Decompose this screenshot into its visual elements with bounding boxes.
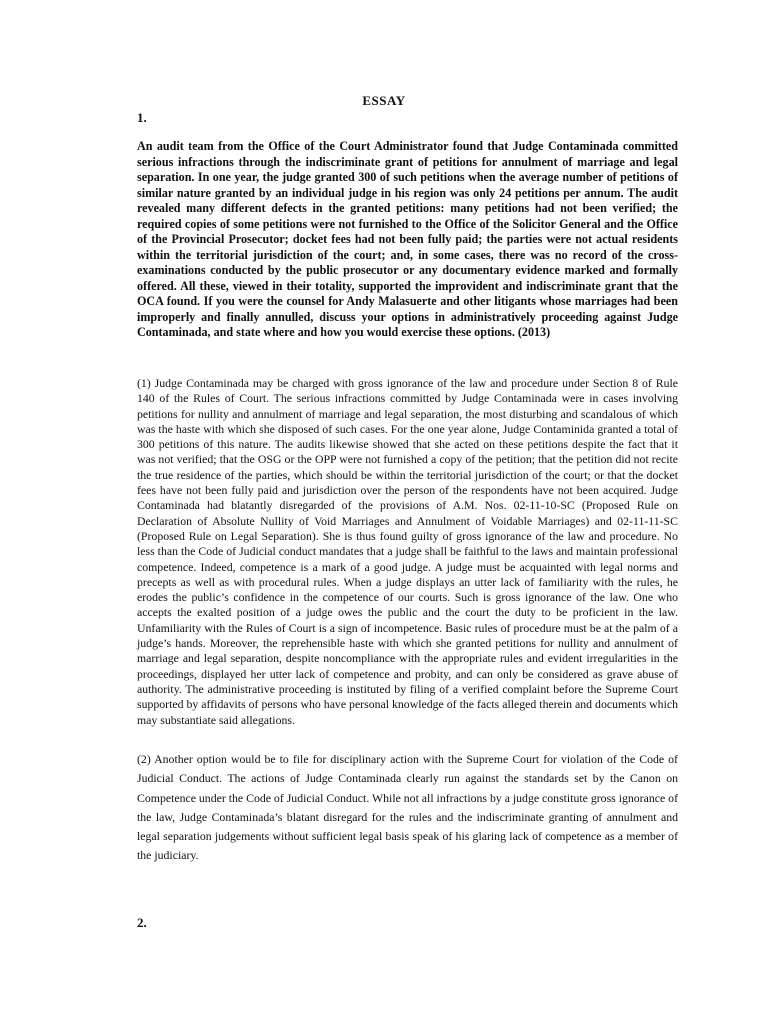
essay-title: ESSAY [362, 93, 406, 108]
answer-paragraph-2: (2) Another option would be to file for disciplinary action with the Supreme Court for violation of the Code of Judicial Conduct. The actions of Judge Contaminada clearly run against the standards set by the Canon on Competence under the Code of Judicial Conduct. While not all infractions by a judge constitute gross ignorance of the law, Judge Contaminada’s blatant disregard for the rules and the indiscriminate granting of annulment and legal separation judgements without sufficient legal basis speak of his glaring lack of competence as a member of the judiciary. [137, 752, 678, 863]
question-number-1: 1. [137, 110, 147, 125]
answer-paragraph-1: (1) Judge Contaminada may be charged with gross ignorance of the law and procedure under Section 8 of Rule 140 of the Rules of Court. The serious infractions committed by Judge Contaminada were in cases involving petitions for nullity and annulment of marriage and legal separation, the most disturbing and scandalous of which was the haste with which she disposed of such cases. For the one year alone, Judge Contaminida granted a total of 300 petitions of this nature. The audits likewise showed that she acted on these petitions despite the fact that it was not verified; that the OSG or the OPP were not furnished a copy of the petition; that the petition did not recite the true residence of the parties, which should be within the territorial jurisdiction of the court; or that the docket fees have not been fully paid and jurisdiction over the person of the respondents have not been acquired. Judge Contaminada had blatantly disregarded of the provisions of A.M. Nos. 02-11-10-SC (Proposed Rule on Declaration of Absolute Nullity of Void Marriages and Annulment of Voidable Marriages) and 02-11-11-SC (Proposed Rule on Legal Separation). She is thus found guilty of gross ignorance of the law and procedure. No less than the Code of Judicial conduct mandates that a judge shall be faithful to the laws and maintain professional competence. Indeed, competence is a mark of a good judge. A judge must be acquainted with legal norms and precepts as well as with procedural rules. When a judge displays an utter lack of familiarity with the rules, he erodes the public’s confidence in the competence of our courts. Such is gross ignorance of the law. One who accepts the exalted position of a judge owes the public and the court the duty to be proficient in the law. Unfamiliarity with the Rules of Court is a sign of incompetence. Basic rules of procedure must be at the palm of a judge’s hands. Moreover, the reprehensible haste with which she granted petitions for nullity and annulment of marriage and legal separation, despite noncompliance with the appropriate rules and evident irregularities in the proceedings, displayed her utter lack of competence and probity, and can only be considered as grave abuse of authority. The administrative proceeding is instituted by filing of a verified complaint before the Supreme Court supported by affidavits of persons who have personal knowledge of the facts alleged therein and documents which may substantiate said allegations. [137, 376, 678, 727]
question-number-2: 2. [137, 915, 147, 930]
question-1-text: An audit team from the Office of the Court Administrator found that Judge Contaminada committed serious infractions through the indiscriminate grant of petitions for annulment of marriage and legal separation. In one year, the judge granted 300 of such petitions when the average number of petitions of similar nature granted by an individual judge in his region was only 24 petitions per annum. The audit revealed many different defects in the granted petitions: many petitions had not been verified; the required copies of some petitions were not furnished to the Office of the Solicitor General and the Office of the Provincial Prosecutor; docket fees had not been fully paid; the parties were not actual residents within the territorial jurisdiction of the court; and, in some cases, there was no record of the cross-examinations conducted by the public prosecutor or any documentary evidence marked and formally offered. All these, viewed in their totality, supported the improvident and indiscriminate grant that the OCA found. If you were the counsel for Andy Malasuerte and other litigants whose marriages had been improperly and finally annulled, discuss your options in administratively proceeding against Judge Contaminada, and state where and how you would exercise these options. (2013) [137, 139, 678, 339]
